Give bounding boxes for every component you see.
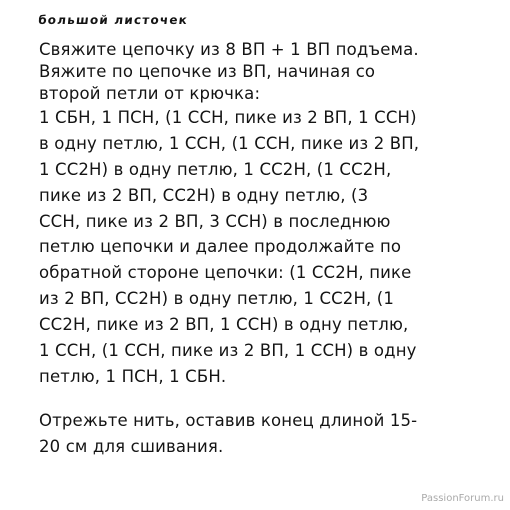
pattern-line: в одну петлю, 1 ССН, (1 ССН, пике из 2 ВП, <box>39 133 420 153</box>
pattern-line: 1 ССН, (1 ССН, пике из 2 ВП, 1 ССН) в одну <box>39 341 417 361</box>
pattern-line: ССН, пике из 2 ВП, 3 ССН) в последнюю <box>39 211 391 231</box>
pattern-line: обратной стороне цепочки: (1 СС2Н, пике <box>39 263 412 283</box>
pattern-line: 1 СС2Н) в одну петлю, 1 СС2Н, (1 СС2Н, <box>39 159 392 179</box>
pattern-line: 1 СБН, 1 ПСН, (1 ССН, пике из 2 ВП, 1 ССН) <box>39 108 417 127</box>
pattern-line: петлю цепочки и далее продолжайте по <box>39 237 402 257</box>
outro-line: 20 см для сшивания. <box>39 436 224 456</box>
paragraph-gap <box>39 390 489 408</box>
site-watermark: PassionForum.ru <box>421 493 504 504</box>
pattern-line: пике из 2 ВП, СС2Н) в одну петлю, (3 <box>39 185 369 205</box>
intro-line: Вяжите по цепочке из ВП, начиная со <box>39 62 376 81</box>
pattern-line: из 2 ВП, СС2Н) в одну петлю, 1 СС2Н, (1 <box>39 289 395 309</box>
pattern-line: петлю, 1 ПСН, 1 СБН. <box>39 366 227 386</box>
intro-line: Свяжите цепочку из 8 ВП + 1 ВП подъема. <box>39 40 419 59</box>
instructions-body <box>39 39 489 460</box>
section-heading: большой листочек <box>37 13 189 27</box>
intro-line: второй петли от крючка: <box>39 84 261 103</box>
outro-line: Отрежьте нить, оставив конец длиной 15- <box>39 410 418 430</box>
pattern-line: СС2Н, пике из 2 ВП, 1 ССН) в одну петлю, <box>39 315 409 335</box>
